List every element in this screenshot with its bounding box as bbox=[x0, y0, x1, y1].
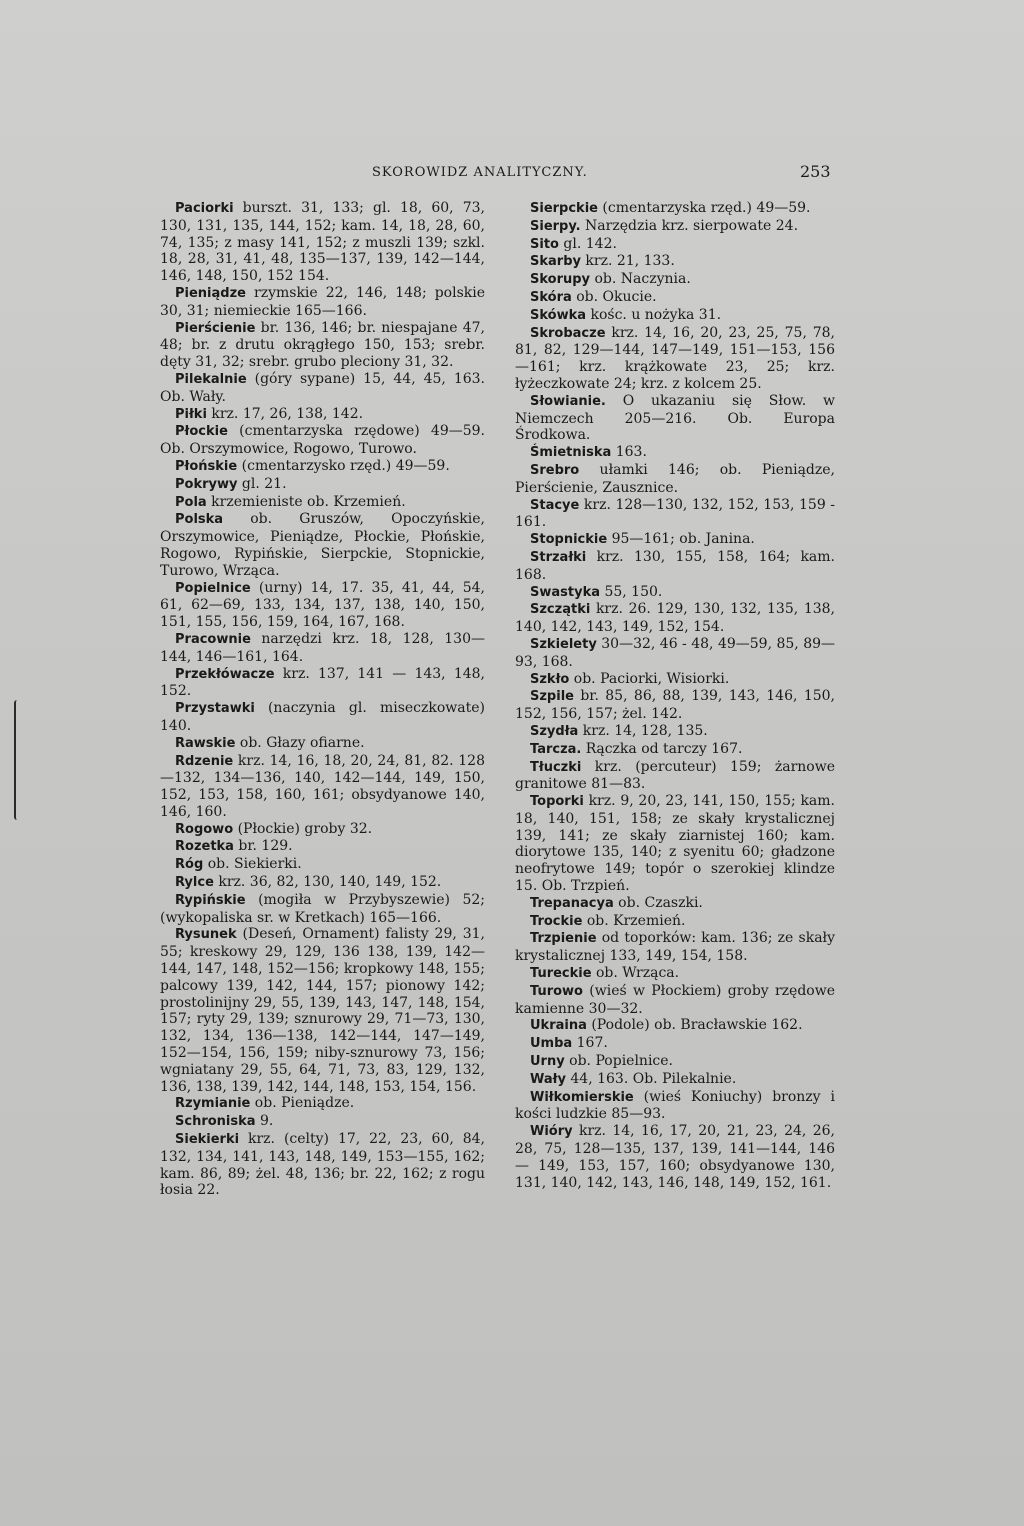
index-term: Przekłówacze bbox=[175, 666, 275, 682]
index-entry bbox=[160, 666, 485, 701]
index-entry bbox=[515, 688, 835, 723]
index-entry bbox=[160, 735, 485, 753]
index-entry bbox=[160, 892, 485, 927]
index-term: Paciorki bbox=[175, 201, 234, 216]
index-references: ułamki 146; ob. Pieniądze, Pierścienie, Zausznice. bbox=[515, 461, 835, 496]
index-references: krz. 9, 20, 23, 141, 150, 155; kam. 18, 140, 151, 158; ze skały krystalicznej 139, 141; ze skały ziarnistej 160; kam. diorytowe 135, 140; z syenitu 60; gładzone neofrytowe 149; topór o szerokiej klindze 15. Ob. Trzpień. bbox=[515, 793, 835, 895]
index-entry bbox=[160, 1113, 485, 1131]
index-entry bbox=[160, 423, 485, 458]
index-term: Stopnickie bbox=[530, 532, 608, 548]
index-term: Róg bbox=[175, 857, 204, 873]
index-term: Skarby bbox=[530, 254, 581, 270]
index-term: Tureckie bbox=[530, 966, 592, 982]
index-references: krz. 21, 133. bbox=[580, 253, 675, 270]
index-entry bbox=[515, 531, 835, 549]
index-term: Rawskie bbox=[175, 735, 236, 751]
index-entry bbox=[160, 476, 485, 494]
index-references: krz. 17, 26, 138, 142. bbox=[206, 405, 364, 422]
index-term: Wióry bbox=[530, 1124, 573, 1140]
index-references: narzędzi krz. 18, 128, 130—144, 146—161, 164. bbox=[160, 630, 485, 665]
index-references: ob. Popielnice. bbox=[564, 1053, 673, 1070]
index-term: Szkielety bbox=[530, 636, 597, 652]
index-entry bbox=[160, 838, 485, 856]
index-term: Sito bbox=[530, 236, 559, 252]
index-entry bbox=[515, 584, 835, 602]
index-term: Toporki bbox=[530, 794, 584, 810]
index-entry bbox=[515, 1053, 835, 1071]
index-references: br. 129. bbox=[233, 838, 293, 855]
index-references: (naczynia gl. miseczkowate) 140. bbox=[160, 700, 485, 734]
index-term: Śmietniska bbox=[530, 445, 612, 461]
index-term: Płońskie bbox=[175, 458, 238, 474]
index-references: ob. Gruszów, Opoczyńskie, Orszymowice, Pieniądze, Płockie, Płońskie, Rogowo, Rypińskie, Sierpckie, Stopnickie, Turowo, Wrząca. bbox=[160, 511, 485, 579]
index-term: Szpile bbox=[530, 689, 574, 705]
index-references: br. 85, 86, 88, 139, 143, 146, 150, 152, 156, 157; żel. 142. bbox=[515, 688, 835, 723]
index-entry bbox=[515, 741, 835, 759]
index-references: 30—32, 46 - 48, 49—59, 85, 89—93, 168. bbox=[515, 635, 836, 670]
index-term: Urny bbox=[530, 1054, 565, 1070]
index-references: (góry sypane) 15, 44, 45, 163. Ob. Wały. bbox=[160, 370, 485, 405]
index-term: Pokrywy bbox=[175, 476, 238, 492]
index-entry bbox=[160, 320, 485, 371]
index-references: rzymskie 22, 146, 148; polskie 30, 31; niemieckie 165—166. bbox=[160, 284, 485, 319]
index-entry bbox=[515, 393, 835, 444]
index-term: Rdzenie bbox=[175, 753, 234, 769]
index-entry bbox=[515, 636, 835, 671]
index-term: Piłki bbox=[175, 406, 207, 422]
index-entry bbox=[160, 511, 485, 579]
index-term: Szczątki bbox=[530, 602, 591, 618]
index-entry bbox=[160, 406, 485, 424]
index-entry bbox=[515, 549, 835, 584]
index-term: Pierścienie bbox=[175, 320, 256, 336]
index-references: (urny) 14, 17. 35, 41, 44, 54, 61, 62—69, 133, 134, 137, 138, 140, 150, 151, 155, 156, 159, 164, 167, 168. bbox=[160, 579, 485, 631]
index-term: Sierpy. bbox=[530, 218, 581, 234]
index-entry bbox=[515, 1035, 835, 1053]
index-entry bbox=[515, 1089, 835, 1124]
index-references: krzemieniste ob. Krzemień. bbox=[206, 493, 406, 510]
index-term: Słowianie. bbox=[530, 393, 606, 409]
index-term: Tarcza. bbox=[530, 741, 582, 757]
index-term: Trockie bbox=[530, 913, 583, 929]
index-references: (mogiła w Przybyszewie) 52; (wykopaliska sr. w Kretkach) 165—166. bbox=[160, 891, 485, 926]
index-term: Skorupy bbox=[530, 272, 591, 288]
index-entry bbox=[515, 759, 835, 794]
index-entry bbox=[515, 601, 835, 636]
index-references: krz. 36, 82, 130, 140, 149, 152. bbox=[213, 874, 442, 891]
index-entry bbox=[160, 1131, 485, 1199]
index-entry bbox=[160, 1095, 485, 1113]
index-entry bbox=[515, 1017, 835, 1035]
index-term: Szydła bbox=[530, 723, 579, 739]
index-references: Rączka od tarczy 167. bbox=[581, 740, 743, 757]
index-entry bbox=[160, 494, 485, 512]
index-references: krz. 14, 16, 20, 23, 25, 75, 78, 81, 82, 129—144, 147—149, 151—153, 156—161; krz. krążkowate 23, 25; krz. łyżeczkowate 24; krz. z kolcem 25. bbox=[515, 324, 835, 392]
index-term: Pieniądze bbox=[175, 285, 246, 301]
index-references: 55, 150. bbox=[600, 583, 663, 600]
index-term: Rylce bbox=[175, 875, 214, 891]
index-column-left bbox=[160, 200, 485, 1199]
index-term: Rogowo bbox=[175, 821, 234, 837]
index-entry bbox=[160, 700, 485, 735]
index-entry bbox=[515, 200, 835, 218]
index-references: krz. 14, 16, 17, 20, 21, 23, 24, 26, 28, 75, 128—135, 137, 139, 141—144, 146 — 149, 153, 157, 160; obsydyanowe 130, 131, 140, 142, 143, 146, 148, 149, 152, 161. bbox=[515, 1123, 835, 1191]
index-term: Siekierki bbox=[175, 1132, 240, 1148]
index-references: (cmentarzyska rzędowe) 49—59. Ob. Orszymowice, Rogowo, Turowo. bbox=[160, 423, 485, 458]
index-entry bbox=[160, 874, 485, 892]
index-term: Szkło bbox=[530, 671, 570, 687]
index-entry bbox=[160, 821, 485, 839]
index-term: Skrobacze bbox=[530, 325, 606, 341]
index-references: (Płockie) groby 32. bbox=[233, 820, 373, 837]
index-entry bbox=[515, 307, 835, 325]
index-references: gl. 21. bbox=[237, 475, 287, 492]
index-references: ob. Głazy ofiarne. bbox=[235, 734, 365, 751]
index-references: ob. Czaszki. bbox=[613, 894, 703, 911]
index-term: Tłuczki bbox=[530, 759, 582, 775]
index-entry bbox=[160, 856, 485, 874]
index-references: ob. Naczynia. bbox=[590, 271, 691, 288]
index-entry bbox=[515, 671, 835, 689]
index-entry bbox=[515, 253, 835, 271]
index-references: 163. bbox=[611, 444, 647, 461]
index-entry bbox=[515, 325, 835, 393]
index-references: ob. Paciorki, Wisiorki. bbox=[569, 670, 730, 687]
index-entry bbox=[515, 895, 835, 913]
index-references: (wieś w Płockiem) groby rzędowe kamienne 30—32. bbox=[515, 982, 835, 1017]
index-term: Srebro bbox=[530, 462, 580, 478]
index-references: (cmentarzyska rzęd.) 49—59. bbox=[597, 200, 811, 216]
index-entry bbox=[160, 926, 485, 1095]
running-head: SKOROWIDZ ANALITYCZNY. bbox=[372, 165, 588, 180]
index-term: Pracownie bbox=[175, 631, 251, 647]
index-entry bbox=[160, 285, 485, 320]
index-term: Umba bbox=[530, 1036, 573, 1052]
index-entry bbox=[160, 753, 485, 821]
index-term: Rozetka bbox=[175, 839, 234, 855]
index-entry bbox=[160, 631, 485, 666]
index-references: 167. bbox=[572, 1035, 608, 1052]
index-entry bbox=[160, 458, 485, 476]
index-references: kośc. u nożyka 31. bbox=[586, 306, 722, 323]
index-references: 95—161; ob. Janina. bbox=[607, 531, 755, 548]
index-column-right bbox=[515, 200, 835, 1191]
index-term: Schroniska bbox=[175, 1114, 256, 1130]
index-references: gl. 142. bbox=[558, 235, 617, 252]
index-entry bbox=[515, 236, 835, 254]
index-references: (Deseń, Ornament) falisty 29, 31, 55; kreskowy 29, 129, 136 138, 139, 142—144, 147, 148, 152—156; kropkowy 148, 155; palcowy 139, 142, 144, 157; pionowy 142; prostolinijny 29, 55, 139, 143, 147, 148, 154, 157; ryty 29, 139; sznurowy 29, 71—73, 130, 132, 134, 136—138, 142—144, 147—149, 152—154, 156, 159; niby-sznurowy 73, 156; wgniatany 29, 55, 64, 71, 73, 83, 129, 132, 136, 138, 139, 142, 144, 148, 153, 154, 156. bbox=[160, 926, 485, 1095]
index-references: krz. 130, 155, 158, 164; kam. 168. bbox=[515, 548, 835, 583]
index-references: ob. Krzemień. bbox=[582, 912, 686, 929]
index-entry bbox=[515, 983, 835, 1018]
index-entry bbox=[160, 371, 485, 406]
index-term: Przystawki bbox=[175, 701, 255, 717]
index-term: Turowo bbox=[530, 983, 583, 999]
index-term: Rysunek bbox=[175, 927, 237, 943]
index-term: Polska bbox=[175, 512, 224, 528]
index-entry bbox=[515, 218, 835, 236]
index-term: Płockie bbox=[175, 424, 228, 440]
index-entry bbox=[515, 289, 835, 307]
index-entry bbox=[160, 580, 485, 631]
index-entry bbox=[515, 497, 835, 532]
index-term: Swastyka bbox=[530, 584, 600, 600]
index-term: Rypińskie bbox=[175, 892, 246, 908]
index-references: br. 136, 146; br. niespajane 47, 48; br. z drutu okrągłego 150, 153; srebr. dęty 31, 32; srebr. grubo pleciony 31, 32. bbox=[160, 319, 485, 371]
index-references: ob. Siekierki. bbox=[203, 856, 302, 873]
index-references: krz. 128—130, 132, 152, 153, 159 - 161. bbox=[515, 496, 835, 531]
index-references: krz. 14, 16, 18, 20, 24, 81, 82. 128—132, 134—136, 140, 142—144, 149, 150, 152, 153, 158, 160, 161; obsydyanowe 140, 146, 160. bbox=[160, 752, 485, 820]
index-term: Trepanacya bbox=[530, 895, 614, 911]
index-entry bbox=[515, 462, 835, 497]
index-entry bbox=[515, 913, 835, 931]
page-number: 253 bbox=[800, 162, 831, 181]
index-term: Ukraina bbox=[530, 1018, 587, 1034]
index-entry bbox=[515, 930, 835, 965]
index-term: Popielnice bbox=[175, 580, 251, 596]
index-term: Sierpckie bbox=[530, 201, 598, 216]
index-entry bbox=[515, 723, 835, 741]
index-references: 44, 163. Ob. Pilekalnie. bbox=[565, 1070, 737, 1087]
index-entry bbox=[515, 965, 835, 983]
index-entry bbox=[515, 1123, 835, 1191]
index-references: krz. (percuteur) 159; żarnowe granitowe 81—83. bbox=[515, 758, 835, 793]
binding-edge-mark bbox=[14, 700, 24, 820]
index-term: Pilekalnie bbox=[175, 371, 247, 387]
index-references: ob. Pieniądze. bbox=[250, 1095, 355, 1112]
index-entry bbox=[515, 271, 835, 289]
index-entry bbox=[160, 200, 485, 285]
index-references: ob. Okucie. bbox=[571, 288, 657, 305]
index-term: Stacye bbox=[530, 497, 580, 513]
index-term: Rzymianie bbox=[175, 1096, 251, 1112]
index-term: Trzpienie bbox=[530, 931, 597, 947]
index-references: burszt. 31, 133; gl. 18, 60, 73, 130, 131, 135, 144, 152; kam. 14, 18, 28, 60, 74, 135; z masy 141, 152; z muszli 139; szkl. 18, 28, 31, 41, 48, 135—137, 139, 142—144, 146, 148, 150, 152 154. bbox=[160, 200, 485, 285]
index-references: 9. bbox=[255, 1113, 274, 1130]
index-references: krz. 14, 128, 135. bbox=[578, 722, 708, 739]
index-term: Wiłkomierskie bbox=[530, 1089, 634, 1105]
index-references: (wieś Koniuchy) bronzy i kości ludzkie 85—93. bbox=[515, 1088, 835, 1123]
index-references: ob. Wrząca. bbox=[591, 965, 680, 982]
index-references: krz. 137, 141 — 143, 148, 152. bbox=[160, 665, 485, 700]
index-references: (cmentarzysko rzęd.) 49—59. bbox=[237, 457, 450, 474]
index-references: od toporków: kam. 136; ze skały krystalicznej 133, 149, 154, 158. bbox=[515, 930, 835, 965]
index-term: Skówka bbox=[530, 307, 587, 323]
index-entry bbox=[515, 793, 835, 895]
index-references: Narzędzia krz. sierpowate 24. bbox=[580, 217, 799, 234]
index-entry bbox=[515, 1071, 835, 1089]
index-references: O ukazaniu się Słow. w Niemczech 205—216. Ob. Europa Środkowa. bbox=[515, 392, 835, 444]
index-entry bbox=[515, 444, 835, 462]
index-references: krz. (celty) 17, 22, 23, 60, 84, 132, 134, 141, 143, 148, 149, 153—155, 162; kam. 86, 89; żel. 48, 136; br. 22, 162; z rogu łosia 22. bbox=[160, 1131, 485, 1199]
index-term: Pola bbox=[175, 494, 207, 510]
index-term: Skóra bbox=[530, 289, 572, 305]
index-references: krz. 26. 129, 130, 132, 135, 138, 140, 142, 143, 149, 152, 154. bbox=[515, 601, 835, 636]
index-term: Wały bbox=[530, 1071, 566, 1087]
index-term: Strzałki bbox=[530, 549, 587, 565]
index-references: (Podole) ob. Bracławskie 162. bbox=[586, 1017, 803, 1034]
